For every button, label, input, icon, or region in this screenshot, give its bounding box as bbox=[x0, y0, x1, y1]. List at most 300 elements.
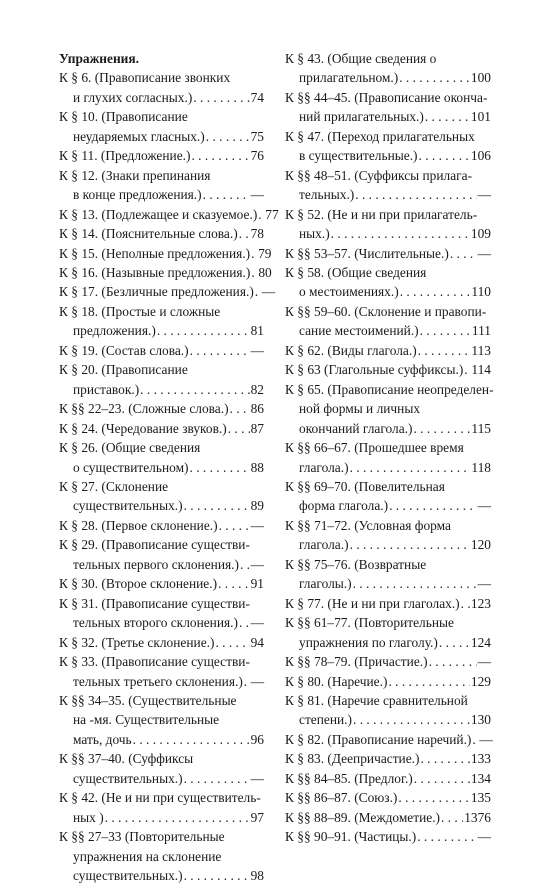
entry-text: К § 16. (Назывные предложения.) bbox=[59, 264, 251, 280]
entry-text: прилагательном.) bbox=[299, 70, 399, 86]
entry-text: предложения.) bbox=[73, 323, 156, 339]
toc-entry-line bbox=[59, 730, 264, 749]
page-number: 111 bbox=[471, 323, 491, 339]
page-number: — bbox=[250, 556, 264, 572]
entry-text: К §§ 86–87. (Союз.) bbox=[285, 790, 398, 806]
page-number: 74 bbox=[250, 89, 264, 105]
page-number: — bbox=[477, 187, 491, 203]
page-number: 133 bbox=[470, 751, 491, 767]
section-heading: Упражнения. bbox=[59, 51, 139, 66]
toc-entry bbox=[285, 691, 491, 730]
entry-text: тельных третьего склонения.) bbox=[73, 673, 243, 689]
entry-text: К § 15. (Неполные предложения.) bbox=[59, 245, 251, 261]
dot-leader bbox=[398, 788, 470, 807]
dot-leader bbox=[418, 341, 471, 360]
page-number: — bbox=[477, 829, 491, 845]
toc-entry-line bbox=[59, 691, 264, 710]
entry-text: К § 62. (Виды глагола.) bbox=[285, 342, 417, 358]
toc-entry-line bbox=[59, 146, 264, 165]
dot-leader bbox=[228, 419, 250, 438]
toc-entry bbox=[59, 146, 264, 165]
page-number: 91 bbox=[250, 576, 264, 592]
right-entries bbox=[285, 49, 494, 847]
page-number: 78 bbox=[250, 226, 264, 242]
page-number: — bbox=[250, 673, 265, 689]
toc-entry bbox=[59, 574, 264, 593]
toc-entry-line bbox=[59, 613, 264, 632]
toc-entry-line bbox=[59, 769, 264, 788]
toc-entry-line bbox=[59, 555, 264, 574]
entry-text: глагола.) bbox=[299, 459, 349, 475]
toc-entry-line bbox=[285, 302, 491, 321]
toc-entry-line bbox=[59, 672, 264, 691]
toc-entry-line bbox=[59, 866, 264, 885]
toc-entry-line bbox=[285, 710, 491, 729]
entry-text: К §§ 27–33 (Повторительные bbox=[59, 829, 225, 845]
page-number: 98 bbox=[250, 868, 264, 884]
dot-leader bbox=[105, 808, 250, 827]
dot-leader bbox=[389, 496, 477, 515]
page-number: — bbox=[479, 731, 493, 747]
entry-text: К §§ 53–57. (Числительные.) bbox=[285, 245, 449, 261]
entry-text: ной формы и личных bbox=[299, 401, 421, 417]
page-number: — bbox=[477, 498, 491, 514]
page-number: 109 bbox=[470, 226, 491, 242]
toc-entry-line bbox=[59, 438, 264, 457]
toc-entry-line bbox=[285, 788, 491, 807]
page-number: 96 bbox=[250, 731, 264, 747]
page-number: 76 bbox=[250, 148, 264, 164]
entry-text: упражнения на склонение bbox=[73, 848, 222, 864]
entry-text: в существительные.) bbox=[299, 148, 418, 164]
entry-text: К § 13. (Подлежащее и сказуемое.) bbox=[59, 206, 258, 222]
toc-entry bbox=[285, 380, 494, 438]
toc-entry bbox=[285, 730, 491, 749]
entry-text: тельных.) bbox=[299, 187, 355, 203]
toc-entry-line bbox=[59, 282, 276, 301]
dot-leader bbox=[140, 380, 249, 399]
dot-leader bbox=[157, 321, 250, 340]
page-number: — bbox=[477, 245, 491, 261]
toc-entry bbox=[59, 477, 264, 516]
dot-leader bbox=[425, 107, 470, 126]
toc-entry bbox=[59, 652, 264, 691]
page-number: — bbox=[250, 187, 264, 203]
page-number: 129 bbox=[470, 673, 491, 689]
dot-leader bbox=[441, 808, 463, 827]
dot-leader bbox=[353, 574, 477, 593]
entry-text: К § 24. (Чередование звуков.) bbox=[59, 420, 227, 436]
toc-entry-line bbox=[59, 633, 264, 652]
entry-text: К §§ 48–51. (Суффиксы прилага- bbox=[285, 167, 473, 183]
dot-leader bbox=[230, 399, 250, 418]
dot-leader bbox=[190, 341, 250, 360]
page-number: — bbox=[477, 576, 491, 592]
toc-entry-line bbox=[285, 360, 491, 379]
entry-text: на -мя. Существительные bbox=[73, 712, 220, 728]
entry-text: К § 31. (Правописание существи- bbox=[59, 595, 250, 611]
entry-text: К § 58. (Общие сведения bbox=[285, 264, 427, 280]
entry-text: К § 32. (Третье склонение.) bbox=[59, 634, 215, 650]
toc-entry-line bbox=[285, 49, 491, 68]
toc-entry bbox=[59, 788, 264, 827]
page-number: — bbox=[261, 284, 276, 300]
entry-text: существительных.) bbox=[73, 770, 183, 786]
toc-entry bbox=[59, 302, 264, 341]
entry-text: К § 17. (Безличные предложения.) bbox=[59, 284, 254, 300]
entry-text: К §§ 69–70. (Повелительная bbox=[285, 478, 445, 494]
page-number: — bbox=[477, 654, 491, 670]
toc-entry-line bbox=[285, 263, 491, 282]
entry-text: К § 47. (Переход прилагательных bbox=[285, 128, 475, 144]
page-number: 82 bbox=[250, 381, 264, 397]
toc-entry-line bbox=[59, 302, 264, 321]
dot-leader bbox=[331, 224, 470, 243]
entry-text: К § 29. (Правописание существи- bbox=[59, 537, 250, 553]
toc-entry bbox=[285, 127, 491, 166]
dot-leader bbox=[190, 458, 250, 477]
toc-entry-line bbox=[285, 730, 491, 749]
toc-entry bbox=[285, 341, 491, 360]
toc-entry bbox=[59, 827, 264, 885]
toc-entry-line bbox=[59, 321, 264, 340]
entry-text: К § 65. (Правописание неопределен- bbox=[285, 381, 494, 397]
toc-entry bbox=[285, 88, 491, 127]
entry-text: К § 27. (Склонение bbox=[59, 478, 169, 494]
dot-leader bbox=[399, 68, 470, 87]
page-number: 97 bbox=[250, 809, 264, 825]
toc-entry-line bbox=[59, 710, 264, 729]
dot-leader bbox=[239, 613, 250, 632]
entry-text: в конце предложения.) bbox=[73, 187, 202, 203]
page-number: 81 bbox=[250, 323, 264, 339]
entry-text: К § 6. (Правописание звонких bbox=[59, 70, 231, 86]
toc-entry-line bbox=[59, 360, 264, 379]
toc-entry-line bbox=[285, 827, 491, 846]
toc-entry-line bbox=[285, 652, 491, 671]
page-number: — bbox=[250, 342, 264, 358]
toc-entry-line bbox=[285, 555, 491, 574]
dot-leader bbox=[251, 263, 257, 282]
entry-text: степени.) bbox=[299, 712, 352, 728]
toc-entry-line bbox=[285, 127, 491, 146]
dot-leader bbox=[206, 127, 250, 146]
toc-entry-line bbox=[285, 166, 491, 185]
entry-text: К § 10. (Правописание bbox=[59, 109, 188, 125]
page-number: 120 bbox=[470, 537, 491, 553]
dot-leader bbox=[215, 633, 249, 652]
entry-text: окончаний глагола.) bbox=[299, 420, 413, 436]
entry-text: упражнения по глаголу.) bbox=[299, 634, 438, 650]
dot-leader bbox=[417, 827, 476, 846]
toc-entry-line bbox=[285, 107, 491, 126]
dot-leader bbox=[218, 574, 250, 593]
toc-entry-line bbox=[59, 477, 264, 496]
page-number: 87 bbox=[250, 420, 264, 436]
toc-entry-line bbox=[59, 749, 264, 768]
dot-leader bbox=[420, 749, 469, 768]
dot-leader bbox=[350, 458, 471, 477]
dot-leader bbox=[191, 146, 249, 165]
entry-text: К §§ 44–45. (Правописание оконча- bbox=[285, 89, 488, 105]
toc-entry-line bbox=[285, 380, 494, 399]
dot-leader bbox=[450, 244, 477, 263]
toc-entry-line bbox=[59, 847, 264, 866]
toc-entry-line bbox=[59, 496, 264, 515]
toc-entry-line bbox=[285, 496, 491, 515]
toc-entry bbox=[285, 672, 491, 691]
toc-entry-line bbox=[285, 205, 491, 224]
page-number: — bbox=[250, 517, 264, 533]
entry-text: К § 43. (Общие сведения о bbox=[285, 51, 437, 66]
toc-entry bbox=[285, 263, 491, 302]
dot-leader bbox=[239, 224, 250, 243]
dot-leader bbox=[400, 282, 471, 301]
toc-entry-line bbox=[285, 341, 491, 360]
left-column bbox=[59, 49, 279, 885]
toc-entry-line bbox=[285, 185, 491, 204]
toc-entry bbox=[59, 438, 264, 477]
toc-entry-line bbox=[285, 399, 491, 418]
entry-text: К § 81. (Наречие сравнительной bbox=[285, 692, 468, 708]
toc-entry-line bbox=[59, 419, 264, 438]
toc-entry bbox=[285, 49, 491, 88]
left-entries bbox=[59, 68, 279, 885]
toc-entry-line bbox=[285, 438, 491, 457]
dot-leader bbox=[388, 672, 469, 691]
toc-entry-line bbox=[59, 574, 264, 593]
entry-text: К §§ 66–67. (Прошедшее время bbox=[285, 440, 464, 456]
toc-entry bbox=[59, 633, 264, 652]
toc-entry-line bbox=[59, 205, 279, 224]
page-number: 77 bbox=[265, 206, 279, 222]
toc-entry-line bbox=[59, 458, 264, 477]
dot-leader bbox=[203, 185, 250, 204]
entry-text: тельных первого склонения.) bbox=[73, 556, 239, 572]
entry-text: мать, дочь bbox=[73, 731, 132, 747]
entry-text: неударяемых гласных.) bbox=[73, 128, 205, 144]
page-number: 134 bbox=[470, 770, 491, 786]
dot-leader bbox=[193, 88, 249, 107]
page-number: 86 bbox=[250, 401, 264, 417]
toc-entry bbox=[285, 477, 491, 516]
entry-text: К § 33. (Правописание существи- bbox=[59, 654, 250, 670]
toc-entry-line bbox=[59, 788, 264, 807]
toc-entry bbox=[285, 555, 491, 594]
toc-entry-line bbox=[285, 516, 491, 535]
page-number: 123 bbox=[470, 595, 491, 611]
dot-leader bbox=[355, 185, 476, 204]
toc-entry-line bbox=[59, 127, 264, 146]
entry-text: К §§ 78–79. (Причастие.) bbox=[285, 654, 428, 670]
toc-entry bbox=[285, 594, 491, 613]
entry-text: о местоимениях.) bbox=[299, 284, 399, 300]
toc-entry-line bbox=[285, 535, 491, 554]
toc-entry bbox=[285, 808, 491, 827]
toc-entry-line bbox=[59, 380, 264, 399]
dot-leader bbox=[133, 730, 250, 749]
page-number: 88 bbox=[250, 459, 264, 475]
toc-entry-line bbox=[285, 146, 491, 165]
toc-entry-line bbox=[285, 672, 491, 691]
entry-text: К § 28. (Первое склонение.) bbox=[59, 517, 218, 533]
toc-entry bbox=[59, 107, 264, 146]
toc-entry-line bbox=[59, 88, 264, 107]
entry-text: ных.) bbox=[299, 226, 330, 242]
page-number: 114 bbox=[471, 362, 491, 378]
entry-text: К §§ 71–72. (Условная форма bbox=[285, 517, 451, 533]
toc-entry-line bbox=[59, 516, 264, 535]
dot-leader bbox=[184, 496, 250, 515]
toc-entry-line bbox=[59, 224, 264, 243]
toc-entry bbox=[59, 594, 264, 633]
toc-entry bbox=[285, 244, 491, 263]
page-number: 135 bbox=[470, 790, 491, 806]
toc-entry-line bbox=[285, 458, 491, 477]
entry-text: приставок.) bbox=[73, 381, 140, 397]
page-number: 101 bbox=[470, 109, 491, 125]
entry-text: К §§ 90–91. (Частицы.) bbox=[285, 829, 417, 845]
entry-text: К § 83. (Деепричастие.) bbox=[285, 751, 420, 767]
toc-entry bbox=[285, 438, 491, 477]
entry-text: форма глагола.) bbox=[299, 498, 389, 514]
toc-entry-line bbox=[59, 594, 264, 613]
toc-entry-line bbox=[285, 88, 491, 107]
toc-entry bbox=[285, 302, 491, 341]
toc-entry-line bbox=[285, 477, 491, 496]
entry-text: К § 77. (Не и ни при глаголах.) bbox=[285, 595, 460, 611]
toc-entry-line bbox=[285, 594, 491, 613]
dot-leader bbox=[472, 730, 478, 749]
entry-text: тельных второго склонения.) bbox=[73, 615, 238, 631]
dot-leader bbox=[258, 205, 264, 224]
toc-entry-line bbox=[285, 691, 491, 710]
dot-leader bbox=[251, 244, 257, 263]
toc-entry bbox=[59, 282, 276, 301]
entry-text: глагола.) bbox=[299, 537, 349, 553]
toc-entry-line bbox=[285, 613, 491, 632]
toc-entry bbox=[285, 516, 491, 555]
entry-text: глаголы.) bbox=[299, 576, 352, 592]
toc-entry-line bbox=[59, 107, 264, 126]
entry-text: К §§ 88–89. (Междометие.) bbox=[285, 809, 441, 825]
toc-entry-line bbox=[285, 769, 491, 788]
toc-entry-line bbox=[59, 244, 272, 263]
toc-entry bbox=[59, 224, 264, 243]
dot-leader bbox=[184, 769, 250, 788]
dot-leader bbox=[461, 594, 470, 613]
toc-entry bbox=[59, 749, 264, 788]
toc-entry-line bbox=[285, 321, 491, 340]
entry-text: К § 52. (Не и ни при прилагатель- bbox=[285, 206, 478, 222]
toc-entry-line bbox=[59, 68, 264, 87]
page-number: 113 bbox=[471, 342, 491, 358]
dot-leader bbox=[413, 419, 470, 438]
dot-leader bbox=[414, 769, 470, 788]
page-number: 118 bbox=[471, 459, 491, 475]
toc-entry-line bbox=[59, 535, 264, 554]
toc-entry bbox=[59, 419, 264, 438]
dot-leader bbox=[350, 535, 470, 554]
toc-entry bbox=[285, 827, 491, 846]
entry-text: К §§ 34–35. (Существительные bbox=[59, 692, 237, 708]
entry-text: К § 42. (Не и ни при существитель- bbox=[59, 790, 261, 806]
page-number: 106 bbox=[470, 148, 491, 164]
toc-entry-line bbox=[285, 244, 491, 263]
dot-leader bbox=[439, 633, 470, 652]
dot-leader bbox=[420, 321, 471, 340]
toc-entry bbox=[285, 769, 491, 788]
page-number: 110 bbox=[471, 284, 491, 300]
entry-text: К § 80. (Наречие.) bbox=[285, 673, 388, 689]
dot-leader bbox=[219, 516, 250, 535]
toc-entry bbox=[59, 244, 272, 263]
toc-entry-line bbox=[59, 827, 264, 846]
toc-entry-line bbox=[59, 399, 264, 418]
entry-text: К §§ 84–85. (Предлог.) bbox=[285, 770, 413, 786]
dot-leader bbox=[184, 866, 250, 885]
toc-entry bbox=[59, 535, 264, 574]
entry-text: К § 11. (Предложение.) bbox=[59, 148, 191, 164]
toc-entry bbox=[59, 341, 264, 360]
entry-text: ных ) bbox=[73, 809, 104, 825]
dot-leader bbox=[244, 672, 250, 691]
entry-text: К §§ 37–40. (Суффиксы bbox=[59, 751, 194, 767]
toc-entry-line bbox=[285, 224, 491, 243]
toc-entry-line bbox=[59, 808, 264, 827]
entry-text: и глухих согласных.) bbox=[73, 89, 193, 105]
toc-entry-line bbox=[59, 652, 264, 671]
toc-entry bbox=[285, 360, 491, 379]
entry-text: К § 26. (Общие сведения bbox=[59, 440, 201, 456]
toc-entry-line bbox=[285, 68, 491, 87]
page-number: 80 bbox=[258, 264, 272, 280]
page-number: 1376 bbox=[464, 809, 491, 825]
entry-text: К § 18. (Простые и сложные bbox=[59, 303, 221, 319]
toc-entry bbox=[59, 263, 272, 282]
page-number: 124 bbox=[470, 634, 491, 650]
toc-entry bbox=[285, 652, 491, 671]
entry-text: существительных.) bbox=[73, 498, 183, 514]
page-number: 75 bbox=[250, 128, 264, 144]
toc-entry bbox=[59, 399, 264, 418]
dot-leader bbox=[255, 282, 261, 301]
dot-leader bbox=[464, 360, 470, 379]
toc-entry-line bbox=[285, 633, 491, 652]
page-number: — bbox=[250, 770, 264, 786]
page-number: 115 bbox=[471, 420, 491, 436]
right-column bbox=[285, 49, 494, 847]
entry-text: К § 12. (Знаки препинания bbox=[59, 167, 211, 183]
page-number: 79 bbox=[258, 245, 272, 261]
toc-entry-line bbox=[285, 749, 491, 768]
entry-text: о существительном) bbox=[73, 459, 189, 475]
entry-text: К §§ 61–77. (Повторительные bbox=[285, 615, 454, 631]
entry-text: К § 19. (Состав слова.) bbox=[59, 342, 189, 358]
toc-entry-line bbox=[285, 419, 491, 438]
entry-text: К § 14. (Пояснительные слова.) bbox=[59, 226, 238, 242]
toc-entry bbox=[59, 516, 264, 535]
entry-text: сание местоимений.) bbox=[299, 323, 419, 339]
entry-text: К §§ 59–60. (Склонение и правопи- bbox=[285, 303, 487, 319]
toc-entry bbox=[285, 749, 491, 768]
page-number: — bbox=[250, 615, 264, 631]
entry-text: К § 30. (Второе склонение.) bbox=[59, 576, 218, 592]
toc-entry bbox=[59, 205, 279, 224]
page-number: 89 bbox=[250, 498, 264, 514]
page-number: 130 bbox=[470, 712, 491, 728]
entry-text: ний прилагательных.) bbox=[299, 109, 424, 125]
